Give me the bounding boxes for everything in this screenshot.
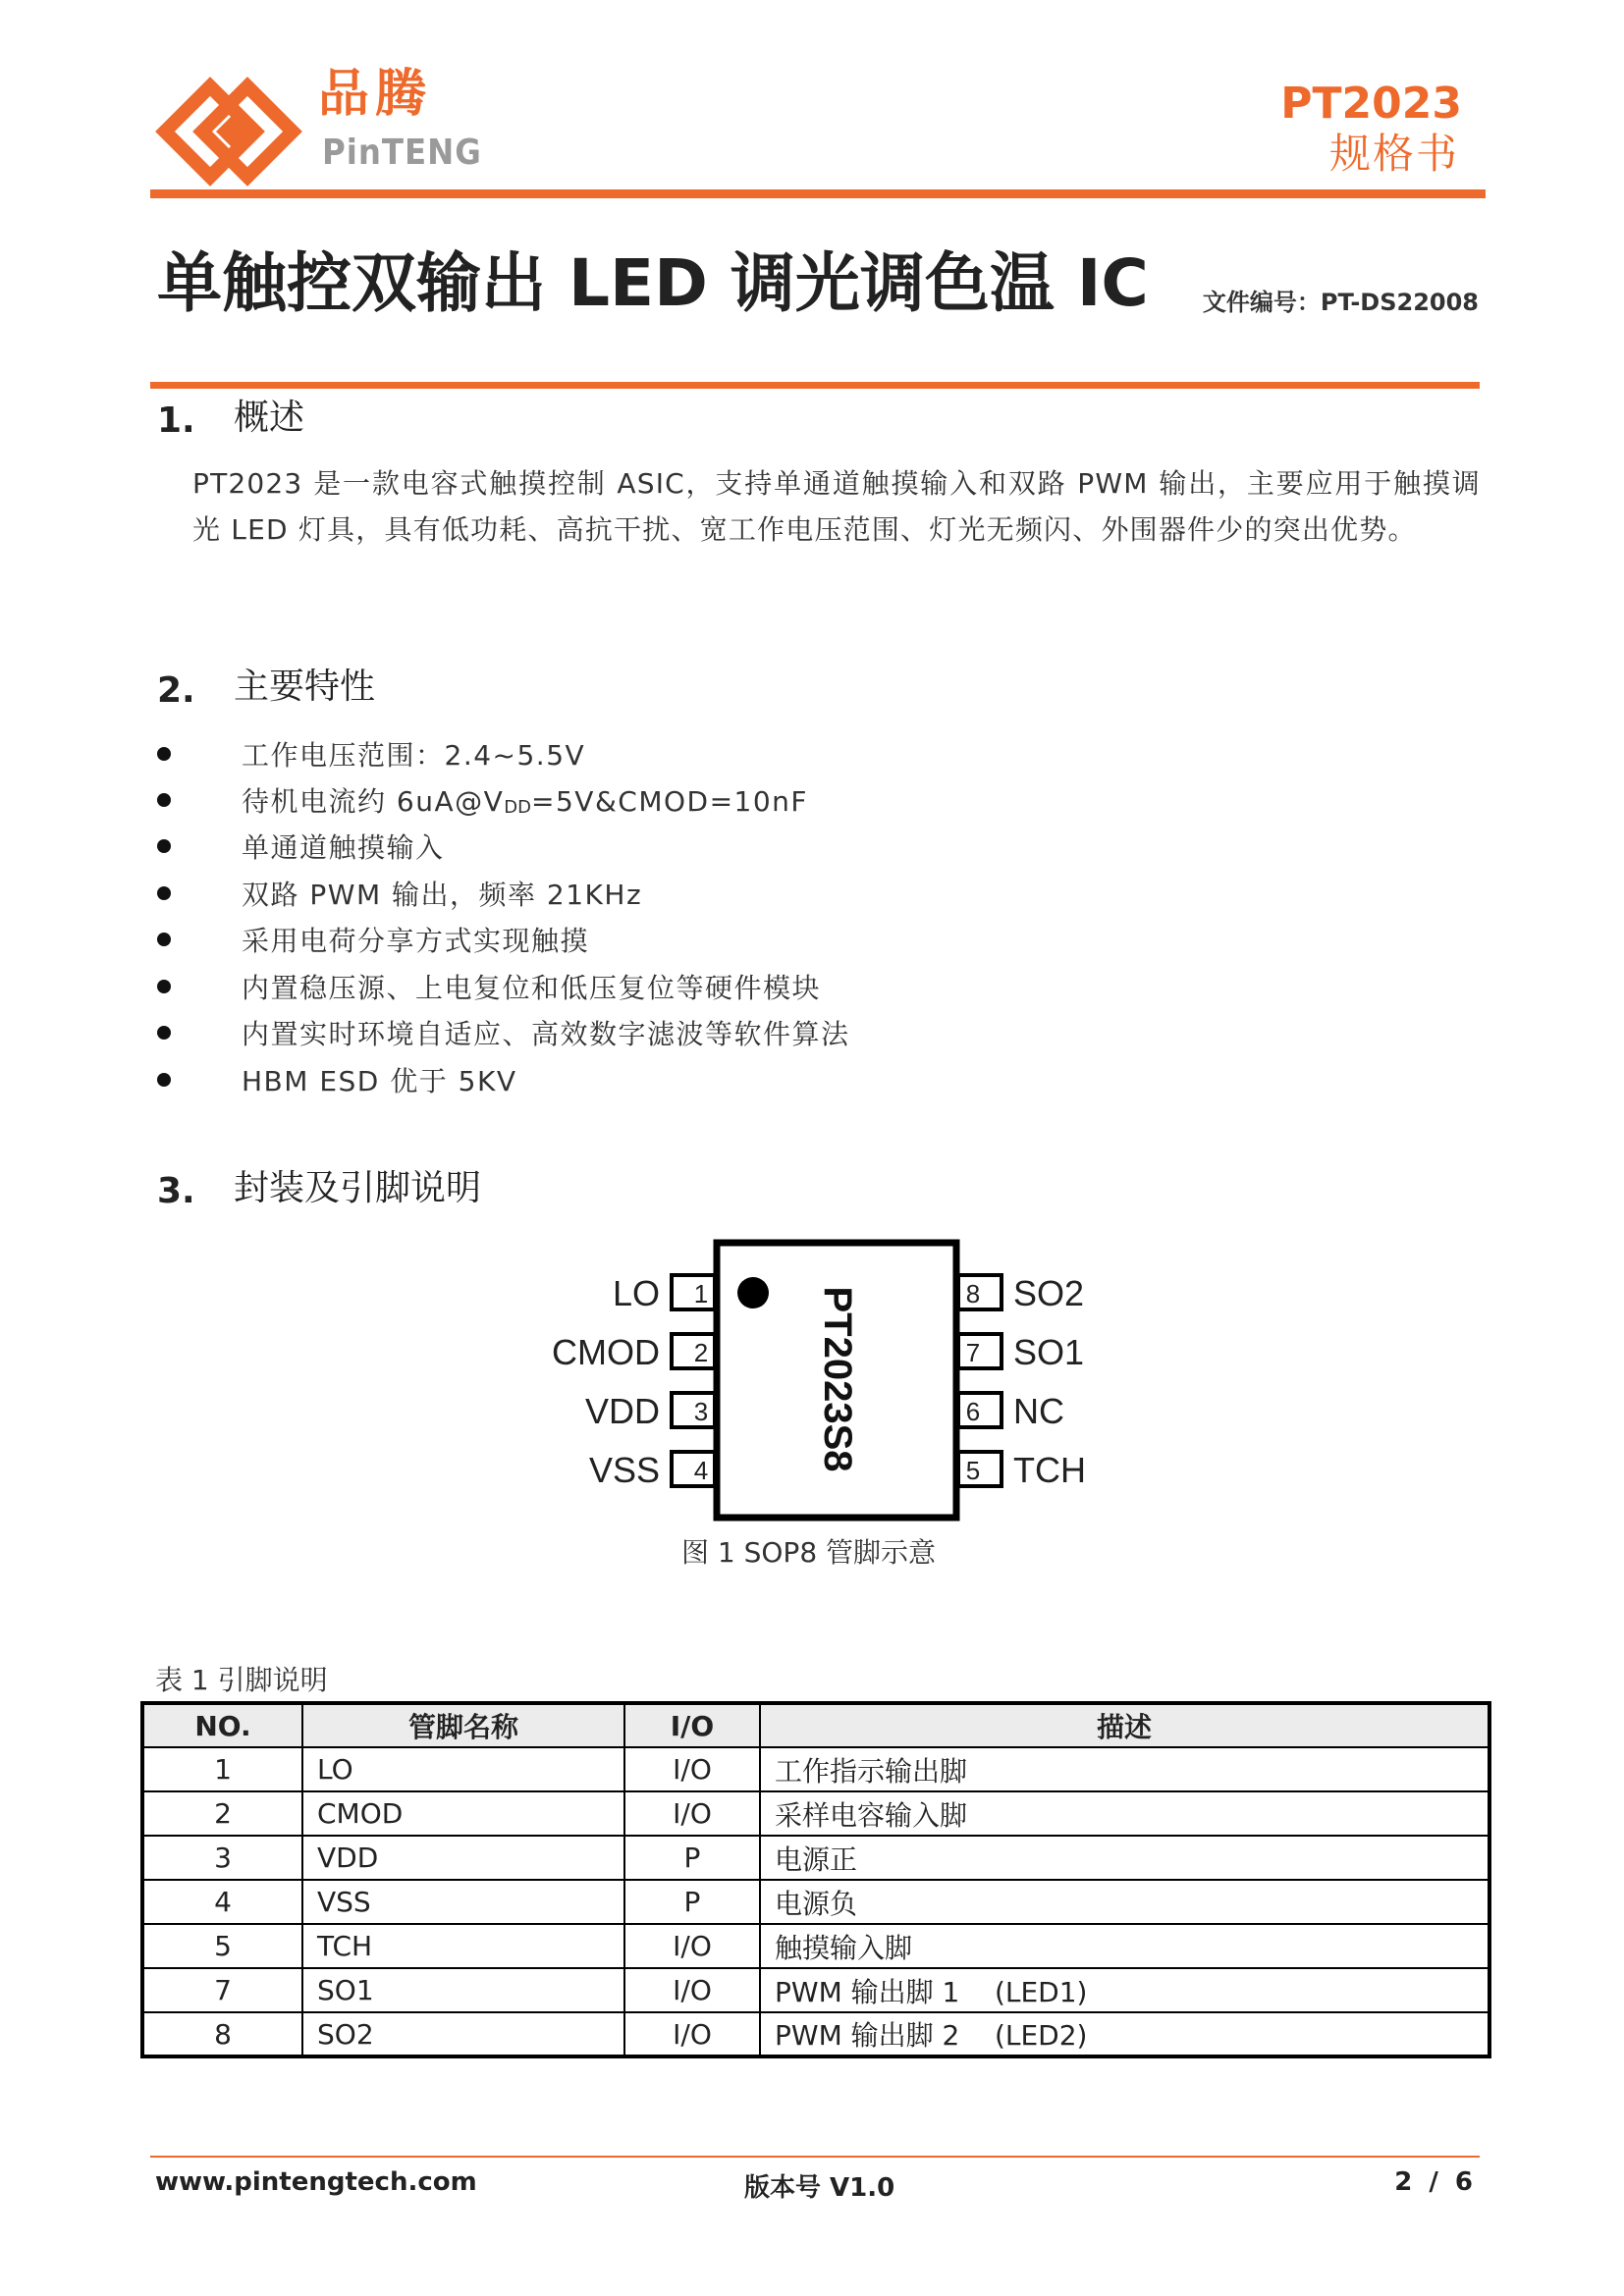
bullet-icon	[157, 933, 171, 946]
pin-name: NC	[1013, 1391, 1064, 1431]
footer-website-link[interactable]: www.pintengtech.com	[155, 2167, 477, 2197]
cell-pin-name: TCH	[302, 1924, 624, 1968]
brand-name-en: PinTENG	[322, 133, 482, 173]
cell-io: I/O	[624, 1924, 760, 1968]
table-row	[142, 1968, 1489, 2012]
figure-caption: 图 1 SOP8 管脚示意	[681, 1536, 937, 1569]
right-pins	[958, 1273, 1086, 1490]
overview-paragraph: PT2023 是一款电容式触摸控制 ASIC，支持单通道触摸输入和双路 PWM 输出，主要应用于触摸调光 LED 灯具，具有低功耗、高抗干扰、宽工作电压范围、灯光无频闪、外围器件少的突出优势。	[192, 467, 1481, 546]
document-number: 文件编号：PT-DS22008	[1202, 289, 1479, 316]
table-row	[142, 1880, 1489, 1924]
table-row	[142, 2012, 1489, 2056]
bullet-icon	[157, 1073, 171, 1087]
cell-io: I/O	[624, 1791, 760, 1836]
bullet-icon	[157, 839, 171, 853]
cell-description: 电源正	[760, 1836, 1489, 1880]
cell-description: 采样电容输入脚	[760, 1791, 1489, 1836]
document-title: 单触控双输出 LED 调光调色温 IC	[157, 245, 1149, 321]
sop8-pinout-diagram	[530, 1227, 1119, 1541]
feature-text-standby	[242, 780, 808, 820]
pinteng-logo-icon	[155, 77, 302, 187]
section-2-number: 2.	[157, 670, 195, 711]
cell-no: 4	[142, 1880, 302, 1924]
cell-io: P	[624, 1880, 760, 1924]
section-1-number: 1.	[157, 400, 195, 441]
brand-name-cn: 品腾	[318, 65, 433, 124]
feature-text: 单通道触摸输入	[242, 831, 445, 864]
pin-name: SO2	[1013, 1273, 1085, 1313]
section-3-title: 封装及引脚说明	[234, 1168, 482, 1208]
pin-number: 8	[965, 1279, 981, 1308]
feature-item	[157, 780, 808, 820]
pin-number: 1	[693, 1279, 709, 1308]
cell-description: 工作指示输出脚	[760, 1747, 1489, 1791]
cell-no: 2	[142, 1791, 302, 1836]
footer-page-number: 2 / 6	[1394, 2167, 1477, 2197]
header-description: 描述	[760, 1703, 1489, 1747]
pin-name: VSS	[588, 1450, 660, 1490]
table-row	[142, 1924, 1489, 1968]
cell-pin-name: VDD	[302, 1836, 624, 1880]
cell-description: 电源负	[760, 1880, 1489, 1924]
pin-number: 4	[693, 1456, 709, 1485]
pin-description-table	[140, 1701, 1491, 2058]
standby-subscript: DD	[504, 797, 532, 818]
feature-text: 内置稳压源、上电复位和低压复位等硬件模块	[242, 972, 822, 1004]
footer-version: 版本号 V1.0	[744, 2173, 895, 2203]
section-3-number: 3.	[157, 1171, 195, 1211]
bullet-icon	[157, 747, 171, 761]
standby-suffix: =5V&CMOD=10nF	[531, 785, 809, 818]
feature-item	[157, 827, 445, 866]
cell-no: 7	[142, 1968, 302, 2012]
header-io: I/O	[624, 1703, 760, 1747]
feature-item	[157, 874, 642, 913]
cell-pin-name: LO	[302, 1747, 624, 1791]
pin-number: 5	[965, 1456, 981, 1485]
feature-text: 内置实时环境自适应、高效数字滤波等软件算法	[242, 1018, 850, 1050]
cell-pin-name: SO2	[302, 2012, 624, 2056]
feature-item	[157, 734, 585, 774]
chip-label: PT2023S8	[816, 1286, 859, 1472]
cell-io: P	[624, 1836, 760, 1880]
cell-no: 8	[142, 2012, 302, 2056]
pin-name: SO1	[1013, 1332, 1085, 1372]
table-caption: 表 1 引脚说明	[155, 1664, 328, 1696]
cell-description: PWM 输出脚 2 (LED2)	[760, 2012, 1489, 2056]
title-divider	[150, 382, 1480, 389]
pin-name: CMOD	[552, 1332, 660, 1372]
header-pin-name: 管脚名称	[302, 1703, 624, 1747]
product-code: PT2023	[1280, 79, 1462, 129]
pin-name: LO	[612, 1273, 660, 1313]
pin-number: 3	[693, 1397, 709, 1426]
left-pins	[552, 1273, 715, 1490]
header-divider	[150, 189, 1486, 198]
cell-io: I/O	[624, 1747, 760, 1791]
table-row	[142, 1836, 1489, 1880]
product-subtitle: 规格书	[1328, 130, 1459, 178]
feature-item	[157, 1013, 850, 1052]
table-header-row	[142, 1703, 1489, 1747]
cell-io: I/O	[624, 2012, 760, 2056]
pin-number: 2	[693, 1338, 709, 1367]
section-2-title: 主要特性	[234, 667, 376, 707]
bullet-icon	[157, 1026, 171, 1040]
cell-pin-name: VSS	[302, 1880, 624, 1924]
pin-name: TCH	[1013, 1450, 1086, 1490]
bullet-icon	[157, 980, 171, 993]
pin-name: VDD	[584, 1391, 660, 1431]
bullet-icon	[157, 793, 171, 807]
cell-pin-name: SO1	[302, 1968, 624, 2012]
cell-io: I/O	[624, 1968, 760, 2012]
feature-text: HBM ESD 优于 5KV	[242, 1065, 517, 1097]
standby-prefix: 待机电流约 6uA@V	[242, 785, 505, 818]
cell-no: 3	[142, 1836, 302, 1880]
feature-text: 采用电荷分享方式实现触摸	[242, 925, 590, 957]
bullet-icon	[157, 886, 171, 900]
header-no: NO.	[142, 1703, 302, 1747]
pin1-marker-icon	[737, 1277, 769, 1308]
cell-no: 1	[142, 1747, 302, 1791]
pin-number: 6	[965, 1397, 981, 1426]
section-1-title: 概述	[234, 398, 305, 438]
footer-divider	[150, 2156, 1480, 2158]
cell-description: PWM 输出脚 1 (LED1)	[760, 1968, 1489, 2012]
feature-text: 工作电压范围：2.4~5.5V	[242, 739, 586, 772]
feature-item	[157, 967, 821, 1006]
cell-description: 触摸输入脚	[760, 1924, 1489, 1968]
cell-no: 5	[142, 1924, 302, 1968]
table-row	[142, 1747, 1489, 1791]
feature-item	[157, 920, 589, 959]
pin-number: 7	[965, 1338, 981, 1367]
cell-pin-name: CMOD	[302, 1791, 624, 1836]
table-row	[142, 1791, 1489, 1836]
feature-item	[157, 1060, 516, 1099]
feature-text: 双路 PWM 输出，频率 21KHz	[242, 879, 643, 911]
